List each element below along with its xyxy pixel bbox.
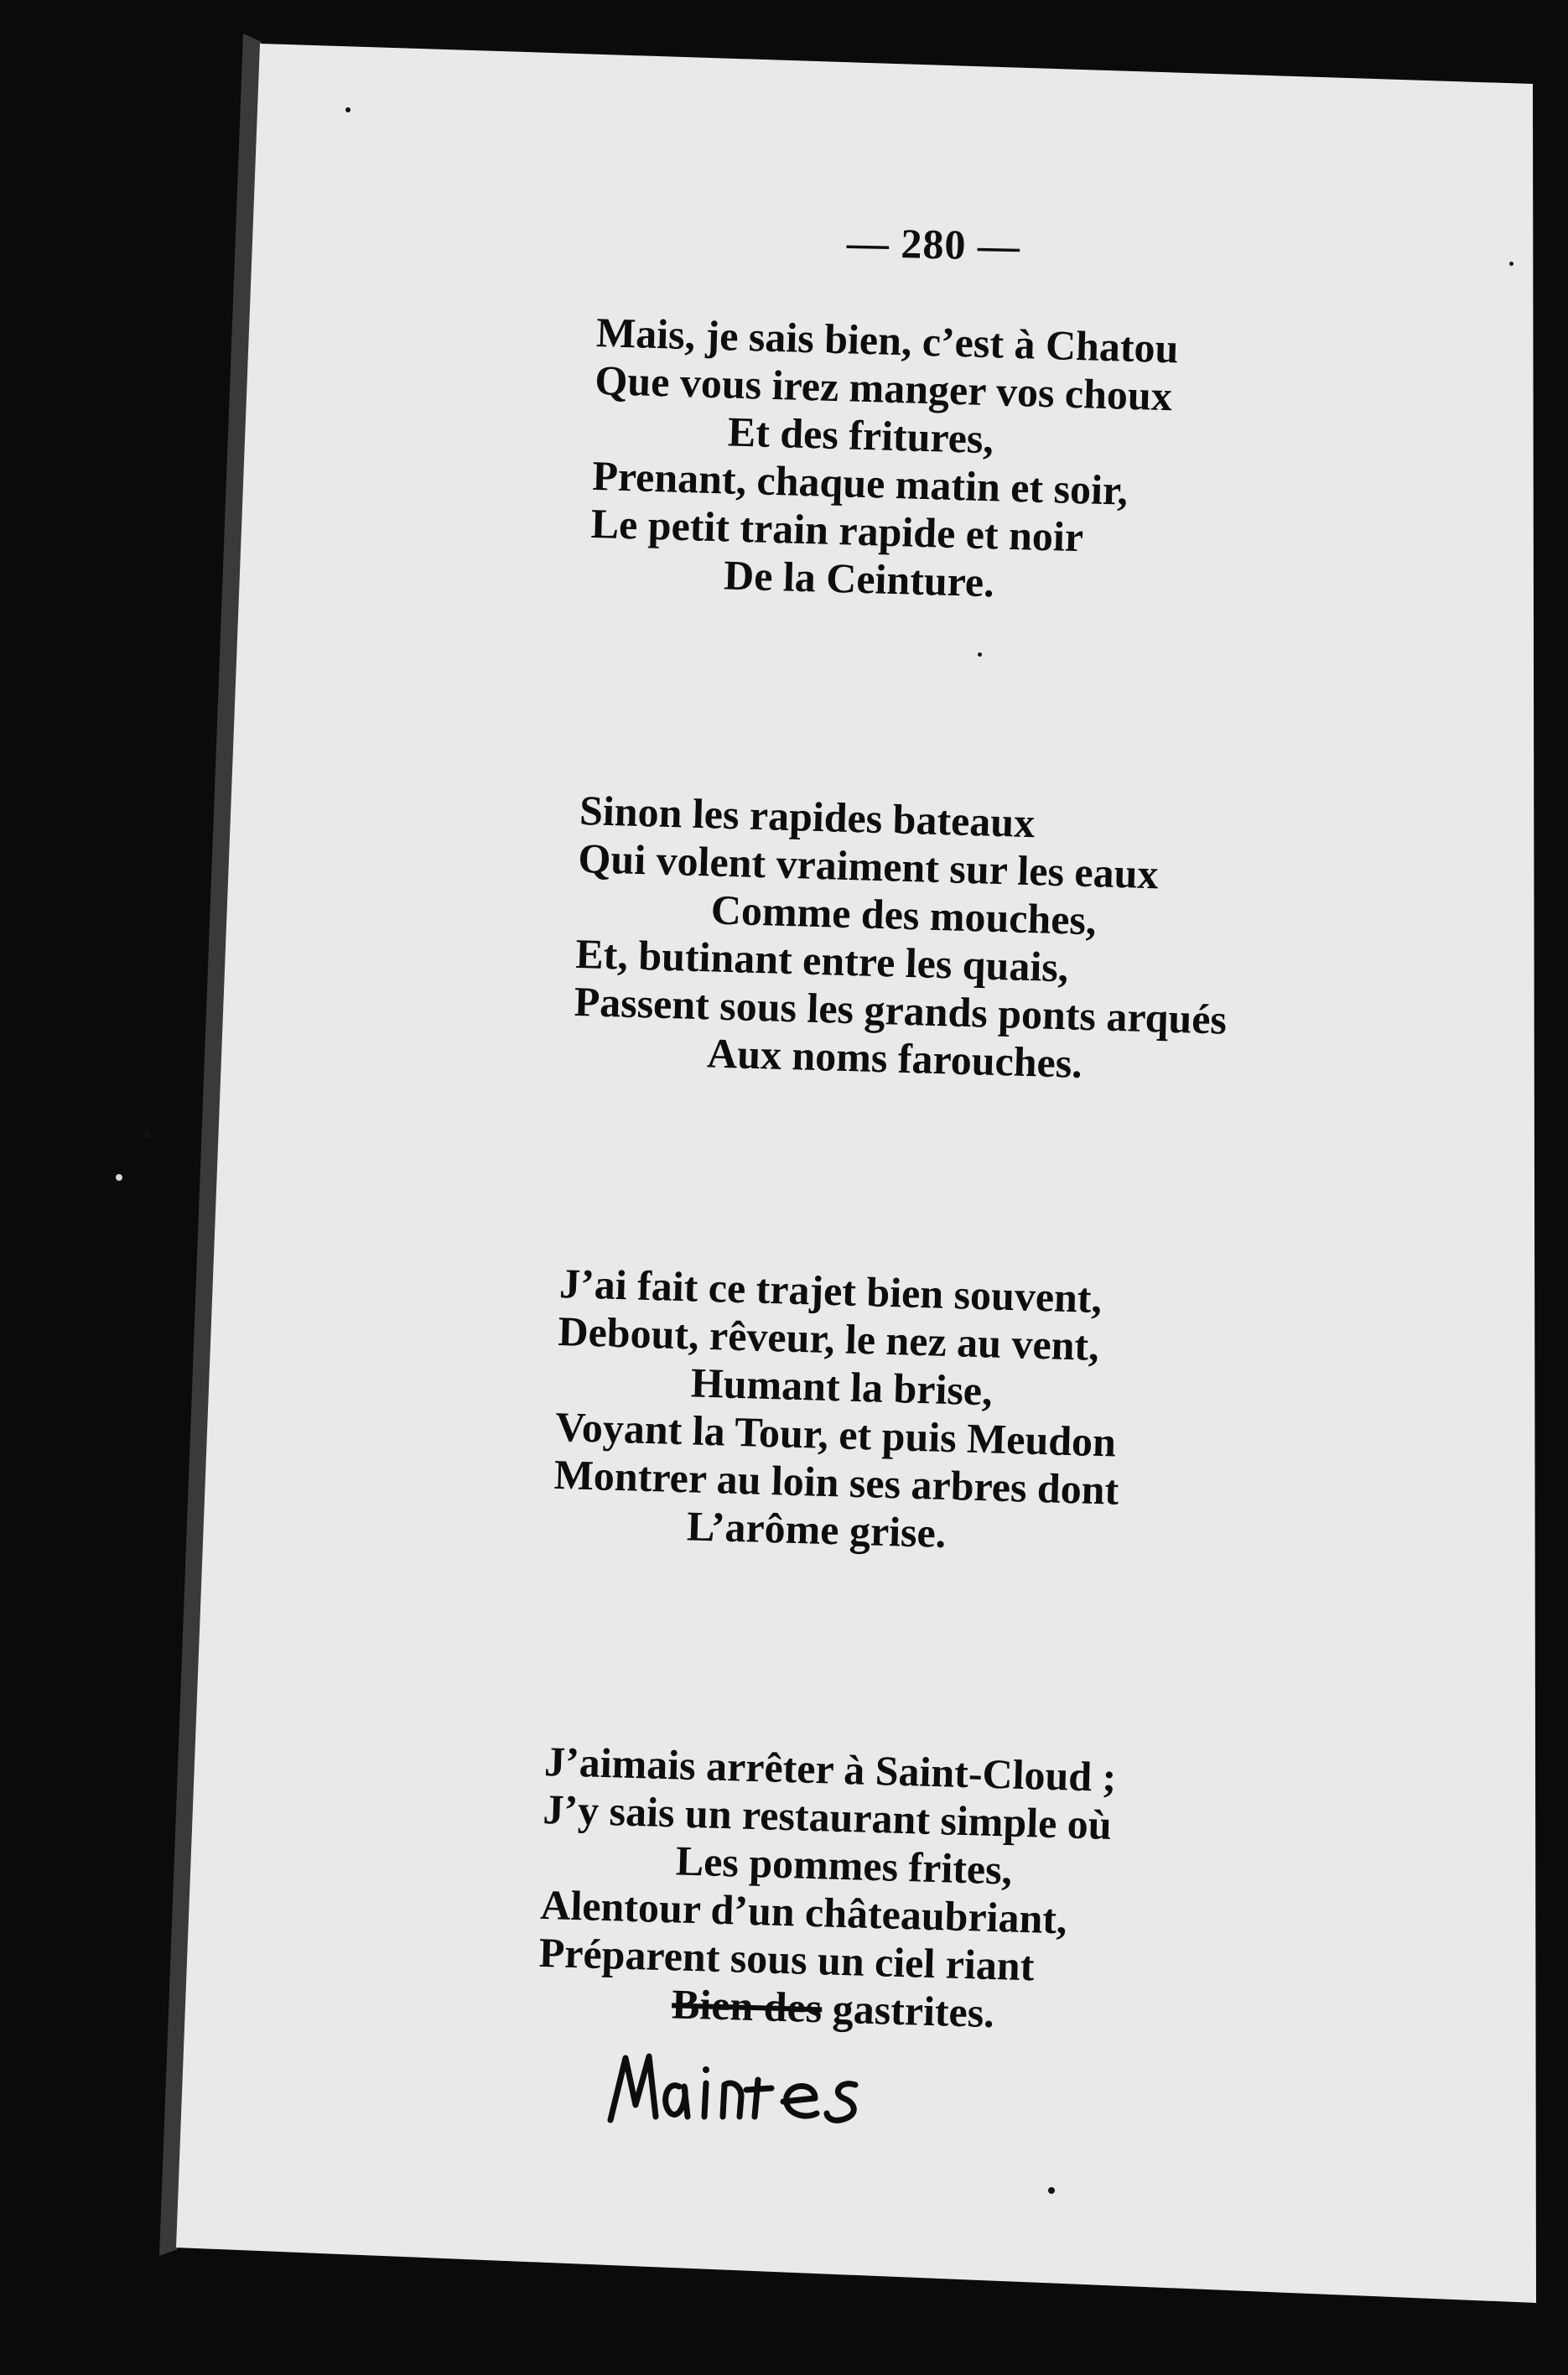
verse-line: Montrer au loin ses arbres dont <box>553 1450 1120 1514</box>
handwritten-correction <box>607 2046 909 2130</box>
verse-line: Qui volent vraiment sur les eaux <box>577 834 1160 898</box>
verse-line: J’ai fait ce trajet bien souvent, <box>558 1260 1103 1323</box>
verse-line: L’arôme grise. <box>686 1502 948 1556</box>
verse-line: Le petit train rapide et noir <box>590 499 1084 561</box>
verse-line: Comme des mouches, <box>710 886 1098 944</box>
scan-speck <box>978 652 982 657</box>
struck-out-text: Bien des <box>671 1980 823 2032</box>
stanza-2 <box>572 787 1233 1092</box>
verse-line: Prenant, chaque matin et soir, <box>591 451 1129 514</box>
verse-line: Sinon les rapides bateaux <box>579 787 1036 847</box>
verse-line: Que vous irez manger vos choux <box>594 356 1173 420</box>
verse-line: J’y sais un restaurant simple où <box>542 1785 1113 1848</box>
verse-line: Préparent sous un ciel riant <box>538 1928 1036 1990</box>
verse-line: Passent sous les grands ponts arqués <box>574 977 1228 1043</box>
scan-speck <box>1048 2187 1055 2194</box>
verse-line: Voyant la Tour, et puis Meudon <box>554 1402 1117 1466</box>
scan-speck <box>116 1174 122 1181</box>
stanza-1 <box>589 309 1179 611</box>
page-number: — 280 — <box>846 218 1021 270</box>
verse-line: Humant la brise, <box>690 1359 994 1415</box>
verse-line-remainder: gastrites. <box>821 1984 995 2037</box>
scan-speck <box>345 107 350 112</box>
verse-line: Debout, rêveur, le nez au vent, <box>557 1307 1100 1369</box>
verse-line: Alentour d’un châteaubriant, <box>539 1880 1068 1943</box>
verse-line: Mais, je sais bien, c’est à Chatou <box>595 309 1180 372</box>
verse-line: Et des fritures, <box>727 408 994 463</box>
stanza-4 <box>537 1738 1117 2040</box>
verse-line: Et, butinant entre les quais, <box>574 929 1070 991</box>
verse-line: De la Ceinture. <box>723 551 995 606</box>
scan-speck <box>143 1130 151 1139</box>
verse-line: Aux noms farouches. <box>706 1029 1083 1087</box>
verse-line: J’aimais arrêter à Saint-Cloud ; <box>543 1738 1118 1801</box>
verse-line: Les pommes frites, <box>675 1837 1013 1894</box>
stanza-3 <box>552 1260 1124 1562</box>
scan-speck <box>1509 262 1513 266</box>
